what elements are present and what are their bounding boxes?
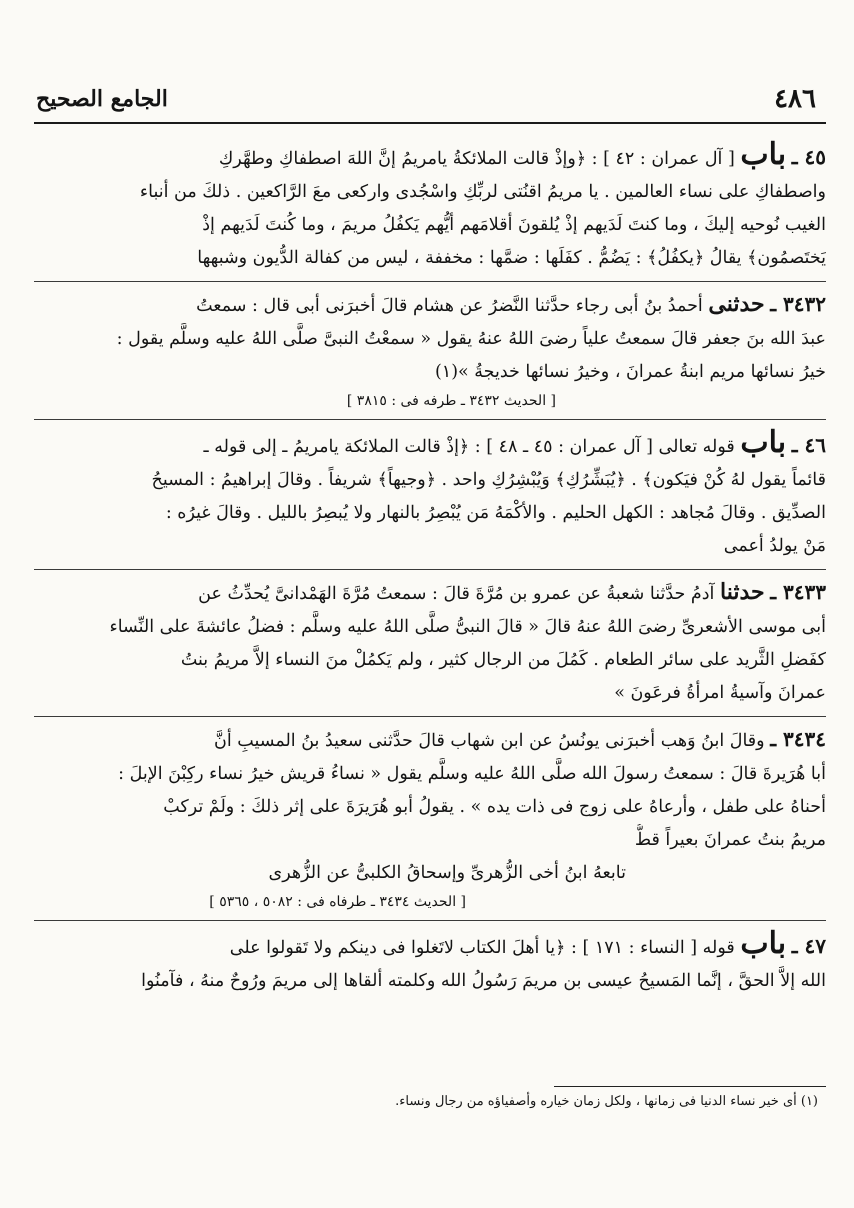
page-number: ٤٨٦ bbox=[774, 84, 816, 114]
text-line: قوله تعالى [ آل عمران : ٤٥ ـ ٤٨ ] : ﴿إذْ قالت الملائكة يامريمُ ـ إلى قوله ـ bbox=[203, 437, 735, 457]
hadith-number: ٣٤٣٢ ـ bbox=[770, 292, 826, 316]
bab-word: باب bbox=[740, 138, 787, 172]
text-line: أبا هُرَيرةَ قالَ : سمعتُ رسولَ الله صلَّى اللهُ عليه وسلَّم يقول « نساءُ قريش خيرُ نساء ركِبْنَ الإبلَ : bbox=[118, 764, 826, 784]
footnote-rule bbox=[554, 1086, 826, 1087]
hadith-3433-opening bbox=[34, 576, 826, 611]
section-separator bbox=[34, 281, 826, 282]
hadith-reference: [ الحديث ٣٤٣٢ ـ طرفه فى : ٣٨١٥ ] bbox=[346, 393, 556, 409]
text-line: كفَضلِ الثَّريد على سائر الطعام . كَمُلَ من الرجال كثير ، ولم يَكمُلْ منَ النساء إلاَّ مريمُ بنتُ bbox=[180, 650, 826, 670]
text-line: مريمُ بنتُ عمرانَ بعيراً قطُّ bbox=[634, 830, 826, 850]
bab-45-heading bbox=[34, 138, 826, 176]
bab-47-heading bbox=[34, 927, 826, 965]
follow-up-chain: تابعهُ ابنُ أخى الزُّهرىِّ وإسحاقُ الكلبىُّ عن الزُّهرى bbox=[268, 863, 626, 883]
section-separator bbox=[34, 920, 826, 921]
hadith-number: ٣٤٣٣ ـ bbox=[770, 580, 826, 604]
section-separator bbox=[34, 716, 826, 717]
hadith-number: ٣٤٣٤ ـ bbox=[770, 727, 826, 751]
text-line: الله إلاَّ الحقَّ ، إنَّما المَسيحُ عيسى بن مريمَ رَسُولُ الله وكلمته ألقاها إلى مريمَ ورُوحٌ منهُ ، فآمنُوا bbox=[141, 971, 826, 991]
text-line: واصطفاكِ على نساء العالمين . يا مريمُ اقنُتى لربِّكِ واسْجُدى واركعى معَ الرَّاكعين . ذلكَ من أنباء bbox=[139, 182, 826, 202]
page-header bbox=[34, 84, 826, 116]
text-line: أحمدُ بنُ أبى رجاء حدَّثنا النَّضرُ عن هشام قالَ أخبرَنى أبى قال : سمعتُ bbox=[196, 296, 703, 316]
section-separator bbox=[34, 419, 826, 420]
text-line: آدمُ حدَّثنا شعبةُ عن عمرو بن مُرَّةَ قالَ : سمعتُ مُرَّةَ الهَمْدانىَّ يُحدِّثُ عن bbox=[198, 584, 715, 604]
text-line: الغيب نُوحيه إليكَ ، وما كنتَ لَدَيهم إذْ يُلقونَ أقلامَهم أيُّهم يَكفُلُ مريمَ ، وما كُنتَ لَدَيهم إذْ bbox=[202, 215, 826, 235]
book-page bbox=[34, 70, 826, 1180]
running-title: الجامع الصحيح bbox=[36, 86, 168, 112]
main-text bbox=[34, 138, 826, 998]
text-line: قائماً يقول لهُ كُنْ فيَكون﴾ . ﴿يُبَشِّرُكِ﴾ وَيُبْشِرُكِ واحد . ﴿وجيهاً﴾ شريفاً . وقالَ إبراهيمُ : المسيحُ bbox=[151, 470, 826, 490]
text-line: أحناهُ على طفل ، وأرعاهُ على زوج فى ذات يده » . يقولُ أبو هُرَيرَةَ على إثر ذلكَ : ولَمْ تركبْ bbox=[163, 797, 826, 817]
section-separator bbox=[34, 569, 826, 570]
text-line: عبدَ الله بنَ جعفر قالَ سمعتُ علياً رضىَ اللهُ عنهُ يقول « سمعْتُ النبىَّ صلَّى اللهُ عليه وسلَّم يقول : bbox=[116, 329, 826, 349]
text-line: أبى موسى الأشعرىِّ رضىَ اللهُ عنهُ قالَ « قالَ النبىُّ صلَّى اللهُ عليه وسلَّم : فضلُ عائشةَ على النِّساء bbox=[109, 617, 826, 637]
hadith-3432-opening bbox=[34, 288, 826, 323]
hadith-opener: حدثنا bbox=[720, 579, 765, 605]
hadith-reference: [ الحديث ٣٤٣٤ ـ طرفاه فى : ٥٠٨٢ ، ٥٣٦٥ ] bbox=[209, 894, 466, 910]
text-line: خيرُ نسائها مريم ابنةُ عمرانَ ، وخيرُ نسائها خديجةُ »(١) bbox=[434, 362, 826, 382]
text-line: [ آل عمران : ٤٢ ] : ﴿وإذْ قالت الملائكةُ يامريمُ إنَّ اللهَ اصطفاكِ وطهَّركِ bbox=[218, 149, 735, 169]
header-rule bbox=[34, 122, 826, 124]
text-line: قوله [ النساء : ١٧١ ] : ﴿يا أهلَ الكتاب لاتَغلوا فى دينكم ولا تَقولوا على bbox=[229, 938, 735, 958]
text-line: مَنْ يولدُ أعمى bbox=[723, 536, 826, 556]
bab-word: باب bbox=[740, 426, 787, 460]
bab-number: ٤٦ ـ bbox=[791, 433, 826, 457]
text-line: الصدِّيق . وقالَ مُجاهد : الكهل الحليم . والأكْمَهُ مَن يُبْصِرُ بالنهار ولا يُبصِرُ بالليل . وقالَ غيرُه : bbox=[165, 503, 826, 523]
text-line: عمرانَ وآسيةُ امرأةُ فرعَونَ » bbox=[614, 683, 826, 703]
hadith-3434-opening bbox=[34, 723, 826, 758]
text-line: يَختَصمُون﴾ يقالُ ﴿يكفُلُ﴾ : يَضُمُّ . كفَلَها : ضمَّها : مخففة ، ليس من كفالة الدُّيون وشبهها bbox=[197, 248, 826, 268]
bab-number: ٤٥ ـ bbox=[791, 145, 826, 169]
bab-46-heading bbox=[34, 426, 826, 464]
bab-number: ٤٧ ـ bbox=[791, 934, 826, 958]
text-line: وقالَ ابنُ وَهب أخبرَنى يونُسُ عن ابن شهاب قالَ حدَّثنى سعيدُ بنُ المسيبِ أنَّ bbox=[213, 731, 765, 751]
hadith-opener: حدثنى bbox=[708, 291, 765, 317]
footnote: (١) أى خير نساء الدنيا فى زمانها ، ولكل زمان خياره وأصفياؤه من رجال ونساء. bbox=[395, 1094, 818, 1109]
bab-word: باب bbox=[740, 927, 787, 961]
